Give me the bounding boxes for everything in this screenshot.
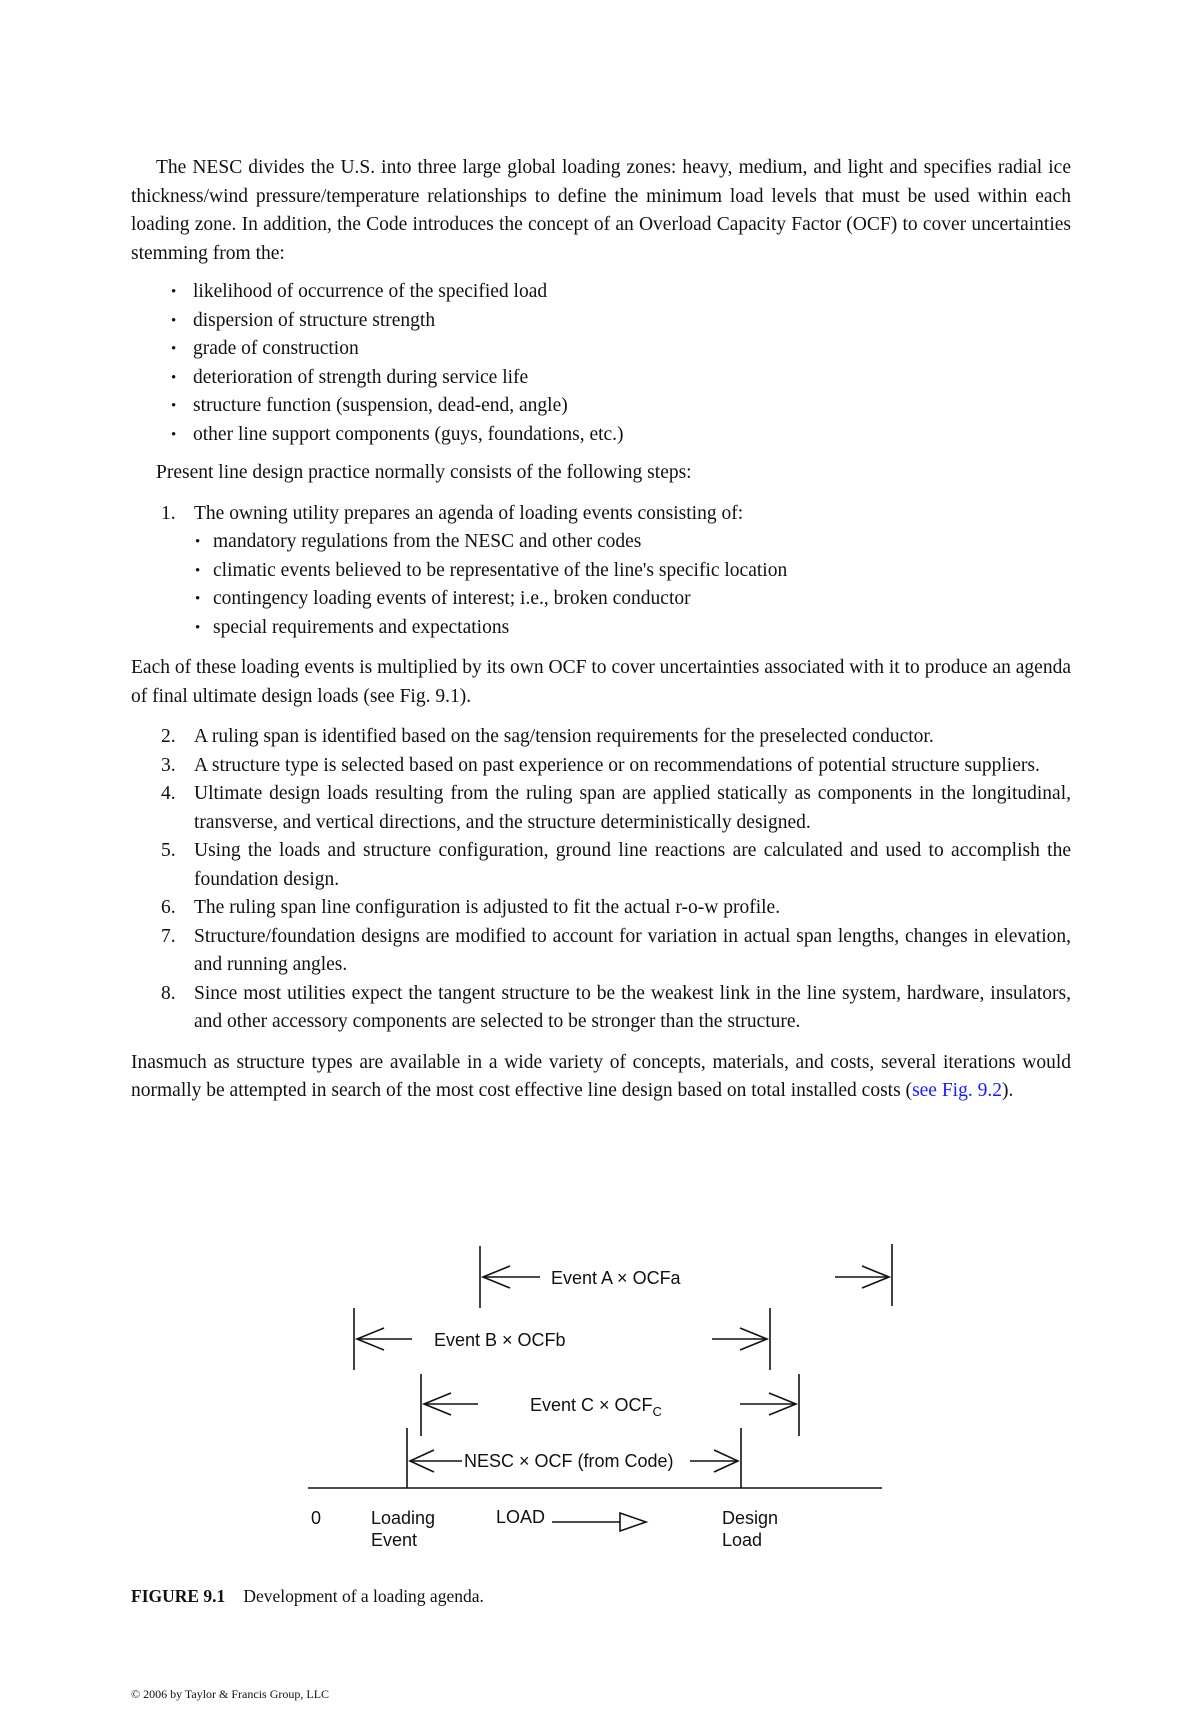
page-body xyxy=(131,154,1071,1106)
closing-text-before: Inasmuch as structure types are available in a wide variety of concepts, materials, and costs, several iterations would normally be attempted in search of the most cost effective line design based on total installed costs ( xyxy=(131,1051,1071,1101)
loading-event-label-line2: Event xyxy=(371,1530,418,1550)
list-item: • deterioration of strength during service life xyxy=(169,364,1071,393)
step-number: 1. xyxy=(161,502,176,524)
step-1 xyxy=(131,500,1071,643)
step-7 xyxy=(131,923,1071,980)
copyright-footer: © 2006 by Taylor & Francis Group, LLC xyxy=(131,1687,330,1701)
step-3 xyxy=(131,752,1071,781)
list-item: • structure function (suspension, dead-end, angle) xyxy=(169,392,1071,421)
step-1-subitems xyxy=(194,528,1071,642)
list-item: • special requirements and expectations xyxy=(194,614,1071,643)
step-text: Using the loads and structure configuration, ground line reactions are calculated and used to accomplish the foundation design. xyxy=(194,840,1071,890)
each-paragraph: Each of these loading events is multiplied by its own OCF to cover uncertainties associated with it to produce an agenda of final ultimate design loads (see Fig. 9.1). xyxy=(131,657,1071,707)
loading-agenda-figure xyxy=(0,1236,1200,1576)
list-item: • grade of construction xyxy=(169,335,1071,364)
closing-paragraph xyxy=(131,1049,1071,1106)
figure-9-2-link[interactable]: see Fig. 9.2 xyxy=(912,1080,1002,1101)
design-load-label-line1: Design xyxy=(722,1508,779,1528)
step-number: 5. xyxy=(161,840,176,861)
step-number: 7. xyxy=(161,925,176,947)
ocf-uncertainty-list xyxy=(131,278,1071,449)
step-5 xyxy=(131,837,1071,894)
list-item: • other line support components (guys, foundations, etc.) xyxy=(169,421,1071,450)
step-number: 2. xyxy=(161,726,176,747)
list-item: • climatic events believed to be representative of the line's specific location xyxy=(194,557,1071,586)
design-load-label-line2: Load xyxy=(722,1530,763,1550)
figure-caption-text: Development of a loading agenda. xyxy=(243,1586,484,1606)
step-text: Structure/foundation designs are modified to account for variation in actual span lengths, changes in elevation, and running angles. xyxy=(194,925,1071,975)
load-label: LOAD xyxy=(496,1507,546,1527)
list-item: • dispersion of structure strength xyxy=(169,307,1071,336)
loading-event-label-line1: Loading xyxy=(371,1508,436,1528)
step-text: Ultimate design loads resulting from the ruling span are applied statically as components in the longitudinal, transverse, and vertical directions, and the structure deterministically designed. xyxy=(194,783,1071,833)
practice-intro: Present line design practice normally consists of the following steps: xyxy=(156,462,692,483)
event-b-label: Event B × OCFb xyxy=(434,1330,566,1350)
load-arrowhead xyxy=(620,1513,646,1531)
list-item: • mandatory regulations from the NESC and other codes xyxy=(194,528,1071,557)
event-c-label xyxy=(530,1395,662,1419)
figure-caption-label: FIGURE 9.1 xyxy=(131,1586,226,1606)
list-item: • likelihood of occurrence of the specified load xyxy=(169,278,1071,307)
steps-list-first xyxy=(131,500,1071,643)
step-number: 8. xyxy=(161,982,176,1004)
event-a-label: Event A × OCFa xyxy=(551,1268,681,1288)
step-4 xyxy=(131,780,1071,837)
closing-text-after: ). xyxy=(1001,1080,1014,1101)
step-8 xyxy=(131,980,1071,1037)
event-c-subscript: C xyxy=(652,1404,662,1419)
figure-caption xyxy=(131,1586,484,1607)
step-text: Since most utilities expect the tangent structure to be the weakest link in the line system, hardware, insulators, and other accessory components are selected to be stronger than the structure. xyxy=(194,982,1071,1032)
steps-list-remaining xyxy=(131,723,1071,1037)
step-6 xyxy=(131,894,1071,923)
axis-zero-label: 0 xyxy=(311,1508,322,1528)
step-2 xyxy=(131,723,1071,752)
intro-paragraph: The NESC divides the U.S. into three large global loading zones: heavy, medium, and light and specifies radial ice thickness/wind pressure/temperature relationships to define the minimum load levels that must be used within each loading zone. In addition, the Code introduces the concept of an Overload Capacity Factor (OCF) to cover uncertainties stemming from the: xyxy=(131,157,1071,264)
event-c-text: Event C × OCF xyxy=(530,1395,653,1415)
step-text: The ruling span line configuration is adjusted to fit the actual r-o-w profile. xyxy=(194,897,781,918)
step-number: 3. xyxy=(161,754,176,776)
nesc-label: NESC × OCF (from Code) xyxy=(464,1451,674,1471)
step-text: A structure type is selected based on past experience or on recommendations of potential structure suppliers. xyxy=(194,754,1040,776)
step-text: A ruling span is identified based on the sag/tension requirements for the preselected conductor. xyxy=(194,726,934,747)
list-item: • contingency loading events of interest; i.e., broken conductor xyxy=(194,585,1071,614)
step-text: The owning utility prepares an agenda of loading events consisting of: xyxy=(194,502,744,524)
step-number: 6. xyxy=(161,897,176,918)
step-number: 4. xyxy=(161,783,176,804)
